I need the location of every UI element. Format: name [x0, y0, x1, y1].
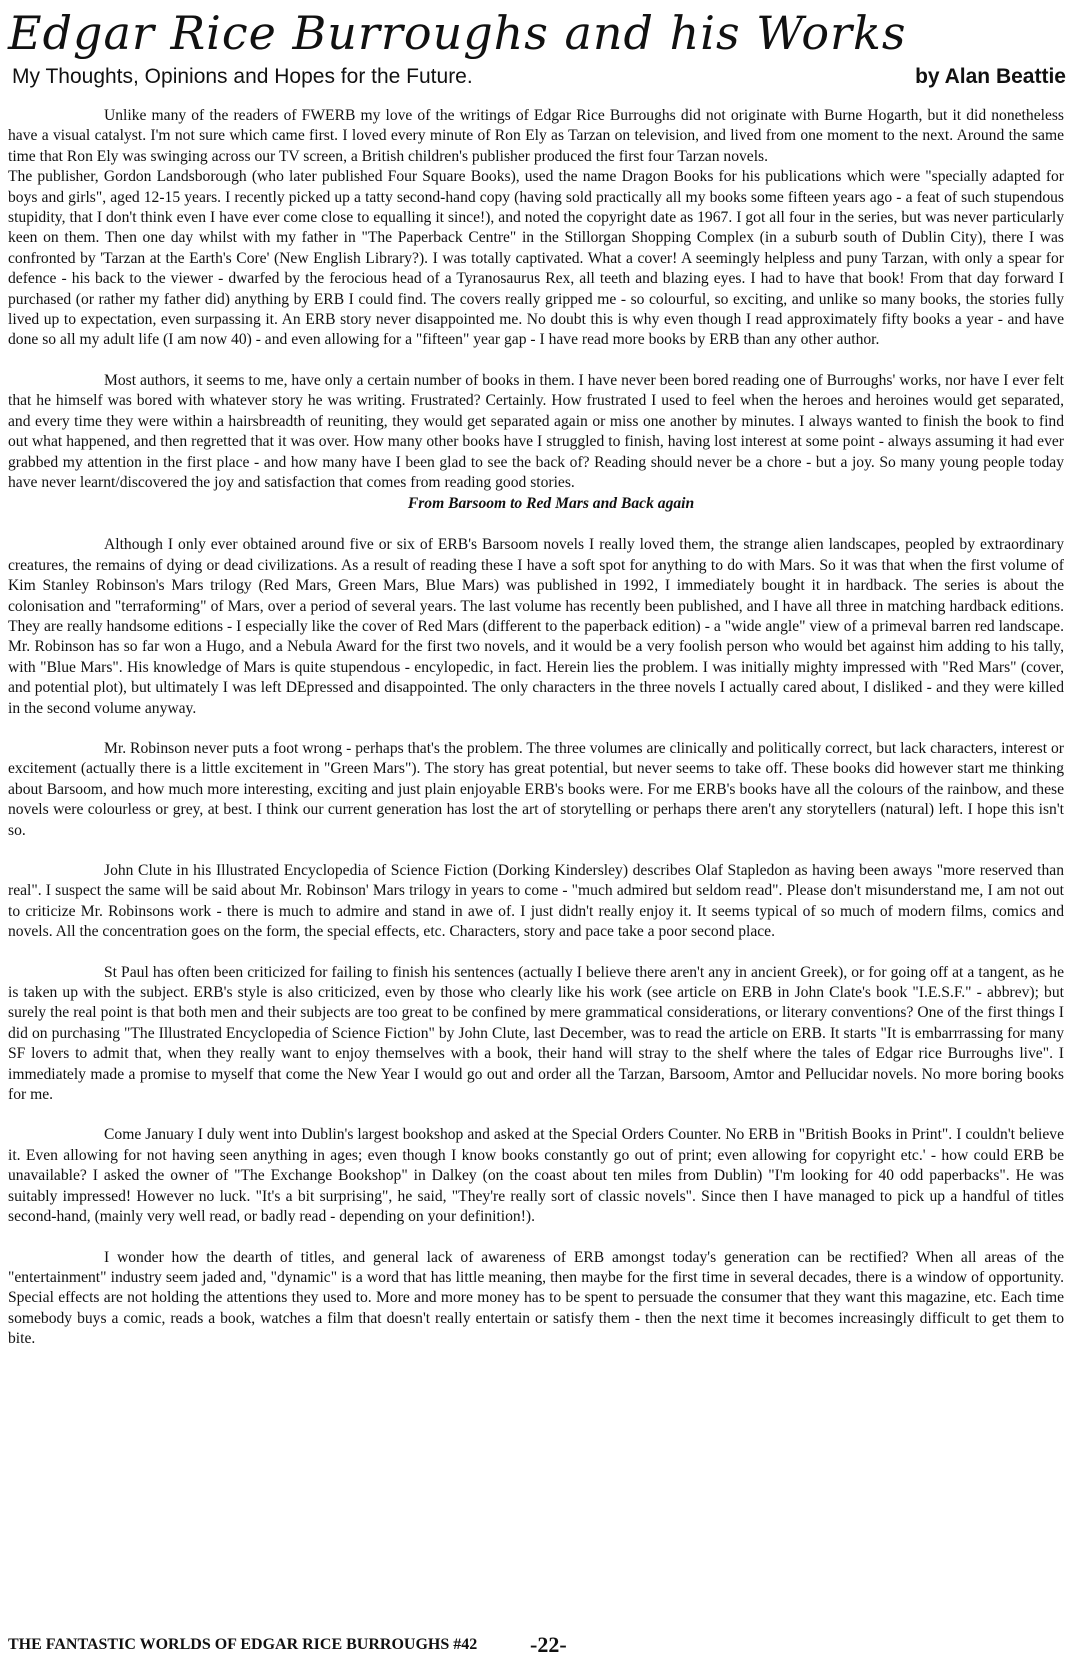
paragraph-5: Mr. Robinson never puts a foot wrong - perhaps that's the problem. The three volumes are clinically and politically correct, but lack characters, interest or excitement (actually there is a little excitement in "Green Mars"). The story has great potential, but never seems to take off. These books did however start me thinking about Barsoom, and how much more interesting, exciting and just plain enjoyable ERB's books were. For me ERB's books have all the colours of the rainbow, and these novels were colourless or grey, at best. I think our current generation has lost the art of storytelling or perhaps there aren't any storytellers (natural) left. I hope this isn't so.: [8, 739, 1064, 839]
paragraph-4: Although I only ever obtained around five or six of ERB's Barsoom novels I really loved them, the strange alien landscapes, peopled by extraordinary creatures, the remains of dying or dead civilizations. As a result of reading these I have a soft spot for anything to do with Mars. So it was that when the first volume of Kim Stanley Robinson's Mars trilogy (Red Mars, Green Mars, Blue Mars) was published in 1992, I immediately bought it in hardback. The series is about the colonisation and "terraforming" of Mars, over a period of several years. The last volume has recently been published, and I have all three in matching hardback editions. They are really handsome editions - I especially like the cover of Red Mars (different to the paperback edition) - a "wide angle" view of a primeval barren red landscape. Mr. Robinson has so far won a Hugo, and a Nebula Award for the first two novels, and it would be a very foolish person who would bet against him adding to his tally, with "Blue Mars". His knowledge of Mars is quite stupendous - encylopedic, in fact. Herein lies the problem. I was initially mighty impressed with "Red Mars" (cover, and potential plot), but ultimately I was left DEpressed and disappointed. The only characters in the three novels I actually cared about, I disliked - and they were killed in the second volume anyway.: [8, 536, 1064, 717]
footer-publication-title: THE FANTASTIC WORLDS OF EDGAR RICE BURROUGHS #42: [8, 1636, 478, 1653]
paragraph-9: I wonder how the dearth of titles, and general lack of awareness of ERB amongst today's generation can be rectified? When all areas of the "entertainment" industry seem jaded and, "dynamic" is a word that has little meaning, then maybe for the first time in several decades, there is a window of opportunity. Special effects are not holding the attentions they used to. More and more money has to be spent to persuade the consumer that they want this magazine, etc. Each time somebody buys a comic, reads a book, watches a film that doesn't really entertain or satisfy them - then the next time it becomes increasingly difficult to get them to bite.: [8, 1248, 1064, 1348]
author-byline: by Alan Beattie: [915, 65, 1066, 88]
paragraph-7: St Paul has often been criticized for failing to finish his sentences (actually I believe there aren't any in ancient Greek), or for going off at a tangent, as he is taken up with the subject. ERB's style is also criticized, even by those who clearly like his work (see article on ERB in John Clate's book "I.E.S.F." - abbrev); but surely the real point is that both men and their subjects are too great to be confined by mere grammatical considerations, or literary conventions? One of the first things I did on purchasing "The Illustrated Encyclopedia of Science Fiction" by John Clute, last December, was to read the article on ERB. It starts "It is embarrrassing for many SF lovers to admit that, when they really want to enjoy themselves with a book, their hand will stray to the shelf where the tales of Edgar rice Burroughs live". I immediately made a promise to myself that come the New Year I would go out and order all the Tarzan, Barsoom, Amtor and Pellucidar novels. No more boring books for me.: [8, 963, 1064, 1104]
footer-page-number: -22-: [530, 1632, 567, 1657]
paragraph-8: Come January I duly went into Dublin's largest bookshop and asked at the Special Orders Counter. No ERB in "British Books in Print". I couldn't believe it. Even allowing for not having seen anything in ages; even though I know books constantly go out of print; even allowing for copyright etc.' - how could ERB be unavailable? I asked the owner of "The Exchange Bookshop" in Dalkey (on the coast about ten miles from Dublin) "I'm looking for 40 odd paperbacks". He was suitably impressed! However no luck. "It's a bit surprising", he said, "They're really sort of classic novels". Since then I have managed to pick up a handful of titles second-hand, (mainly very well read, or badly read - depending on your definition!).: [8, 1126, 1064, 1226]
article-body: [8, 106, 1064, 1350]
paragraph-2: The publisher, Gordon Landsborough (who later published Four Square Books), used the name Dragon Books for his publications which were "specially adapted for boys and girls", aged 12-15 years. I recently picked up a tatty second-hand copy (having sold practically all my books some fifteen years ago - a feat of such stupendous stupidity, that I don't think even I have ever come close to equalling it since!), and noted the copyright date as 1967. I got all four in the series, but was never particularly keen on them. Then one day whilst with my father in "The Paperback Centre" in the Stillorgan Shopping Complex (in a suburb south of Dublin City), there I was confronted by 'Tarzan at the Earth's Core' (New English Library?). I was totally captivated. What a cover! A seemingly helpless and puny Tarzan, with only a spear for defence - his back to the viewer - dwarfed by the ferocious head of a Tyranosaurus Rex, all teeth and blazing eyes. I had to have that book! From that day forward I purchased (or rather my father did) anything by ERB I could find. The covers really gripped me - so colourful, so exciting, and unlike so many books, the stories fully lived up to expectation, even surpassing it. An ERB story never disappointed me. No doubt this is why even though I read approximately fifty books a year - and have done so all my adult life (I am now 40) - and even allowing for a "fifteen" year gap - I have read more books by ERB than any other author.: [8, 168, 1064, 349]
article-title: Edgar Rice Burroughs and his Works: [8, 6, 907, 60]
paragraph-6: John Clute in his Illustrated Encyclopedia of Science Fiction (Dorking Kindersley) describes Olaf Stapledon as having been aways "more reserved than real". I suspect the same will be said about Mr. Robinson' Mars trilogy in years to come - "much admired but seldom read". Please don't misunderstand me, I am not out to criticize Mr. Robinsons work - there is much to admire and stand in awe of. I just didn't really enjoy it. It seems typical of so much of modern films, comics and novels. All the concentration goes on the form, the special effects, etc. Characters, story and pace take a poor second place.: [8, 862, 1064, 941]
article-subtitle: My Thoughts, Opinions and Hopes for the Future.: [12, 65, 473, 88]
paragraph-3: Most authors, it seems to me, have only a certain number of books in them. I have never been bored reading one of Burroughs' works, nor have I ever felt that he himself was bored with whatever story he was writing. Frustrated? Certainly. How frustrated I used to feel when the heroes and heroines would get separated, and every time they were within a hairsbreadth of reuniting, they would get separated again or miss one another by minutes. I always wanted to finish the book to find out what happened, and then regretted that it was over. How many other books have I struggled to finish, having lost interest at some point - always assuming it had ever grabbed my attention in the first place - and how many have I been glad to see the back of? Reading should never be a chore - but a joy. So many young people today have never learnt/discovered the joy and satisfaction that comes from reading good stories.: [8, 371, 1064, 491]
paragraph-1: Unlike many of the readers of FWERB my love of the writings of Edgar Rice Burroughs did not originate with Burne Hogarth, but it did nonetheless have a visual catalyst. I'm not sure which came first. I loved every minute of Ron Ely as Tarzan on television, and lived from one moment to the next. Around the same time that Ron Ely was swinging across our TV screen, a British children's publisher produced the first four Tarzan novels.: [8, 107, 1064, 165]
section-subheading: From Barsoom to Red Mars and Back again: [407, 495, 695, 513]
